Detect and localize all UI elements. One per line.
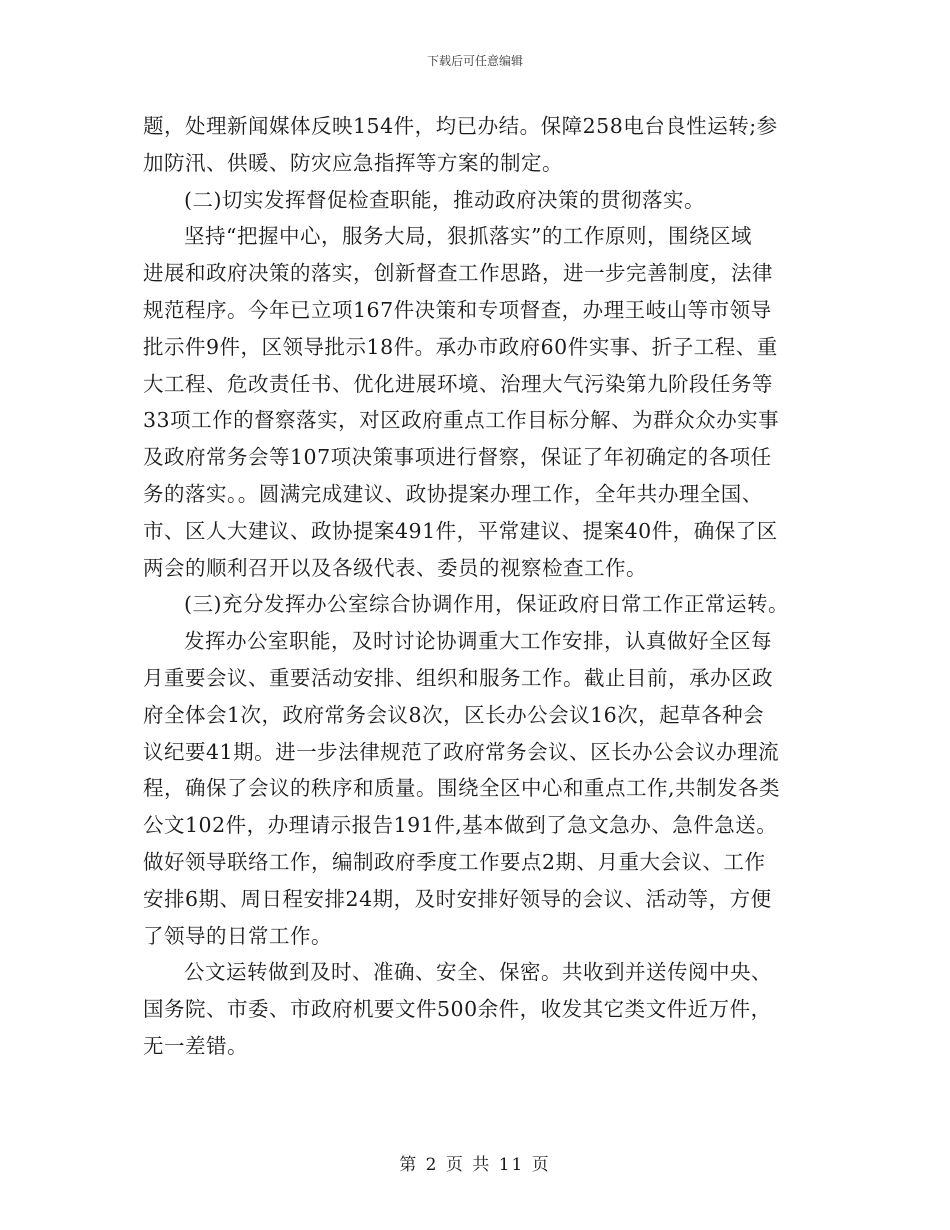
text-line: 市、区人大建议、政协提案491件，平常建议、提案40件，确保了区 bbox=[143, 518, 778, 543]
text-line: 做好领导联络工作，编制政府季度工作要点2期、月重大会议、工作 bbox=[143, 849, 766, 874]
text-line: 府全体会1次，政府常务会议8次，区长办公会议16次，起草各种会 bbox=[143, 702, 765, 727]
text-line: 加防汛、供暖、防灾应急指挥等方案的制定。 bbox=[143, 150, 563, 175]
text-line: (二)切实发挥督促检查职能，推动政府决策的贯彻落实。 bbox=[184, 187, 705, 212]
text-line: 务的落实。。圆满完成建议、政协提案办理工作，全年共办理全国、 bbox=[143, 481, 763, 506]
text-line: 两会的顺利召开以及各级代表、委员的视察检查工作。 bbox=[143, 555, 647, 580]
text-line: 程，确保了会议的秩序和质量。围绕全区中心和重点工作,共制发各类 bbox=[143, 776, 781, 801]
text-line: 规范程序。今年已立项167件决策和专项督查，办理王岐山等市领导 bbox=[143, 297, 772, 322]
text-line: 了领导的日常工作。 bbox=[143, 923, 332, 948]
text-line: 题，处理新闻媒体反映154件，均已办结。保障258电台良性运转;参 bbox=[143, 114, 778, 138]
text-line: 月重要会议、重要活动安排、组织和服务工作。截止目前，承办区政 bbox=[143, 665, 773, 690]
text-line: (三)充分发挥办公室综合协调作用，保证政府日常工作正常运转。 bbox=[184, 592, 789, 617]
text-line: 安排6期、周日程安排24期，及时安排好领导的会议、活动等，方便 bbox=[143, 886, 772, 911]
page-header: 下载后可任意编辑 bbox=[426, 54, 523, 68]
text-line: 33项工作的督察落实，对区政府重点工作目标分解、为群众众办实事 bbox=[143, 408, 780, 433]
text-line: 无一差错。 bbox=[143, 1033, 248, 1058]
text-line: 发挥办公室职能，及时讨论协调重大工作安排，认真做好全区每 bbox=[184, 629, 772, 654]
page-footer: 第 2 页 共 11 页 bbox=[399, 1155, 551, 1175]
text-line: 公文102件，办理请示报告191件,基本做到了急文急办、急件急送。 bbox=[143, 813, 778, 838]
text-line: 议纪要41期。进一步法律规范了政府常务会议、区长办公会议办理流 bbox=[143, 739, 780, 764]
text-line: 公文运转做到及时、准确、安全、保密。共收到并送传阅中央、 bbox=[184, 960, 772, 985]
document-body bbox=[143, 108, 813, 1065]
text-line: 及政府常务会等107项决策事项进行督察，保证了年初确定的各项任 bbox=[143, 445, 772, 470]
text-line: 坚持“把握中心，服务大局，狠抓落实”的工作原则，围绕区域 bbox=[184, 224, 752, 249]
text-line: 进展和政府决策的落实，创新督查工作思路，进一步完善制度，法律 bbox=[143, 261, 773, 286]
text-line: 批示件9件，区领导批示18件。承办市政府60件实事、折子工程、重 bbox=[143, 334, 778, 359]
text-line: 国务院、市委、市政府机要文件500余件，收发其它类文件近万件， bbox=[143, 997, 772, 1022]
text-line: 大工程、危改责任书、优化进展环境、治理大气污染第九阶段任务等 bbox=[143, 371, 773, 396]
